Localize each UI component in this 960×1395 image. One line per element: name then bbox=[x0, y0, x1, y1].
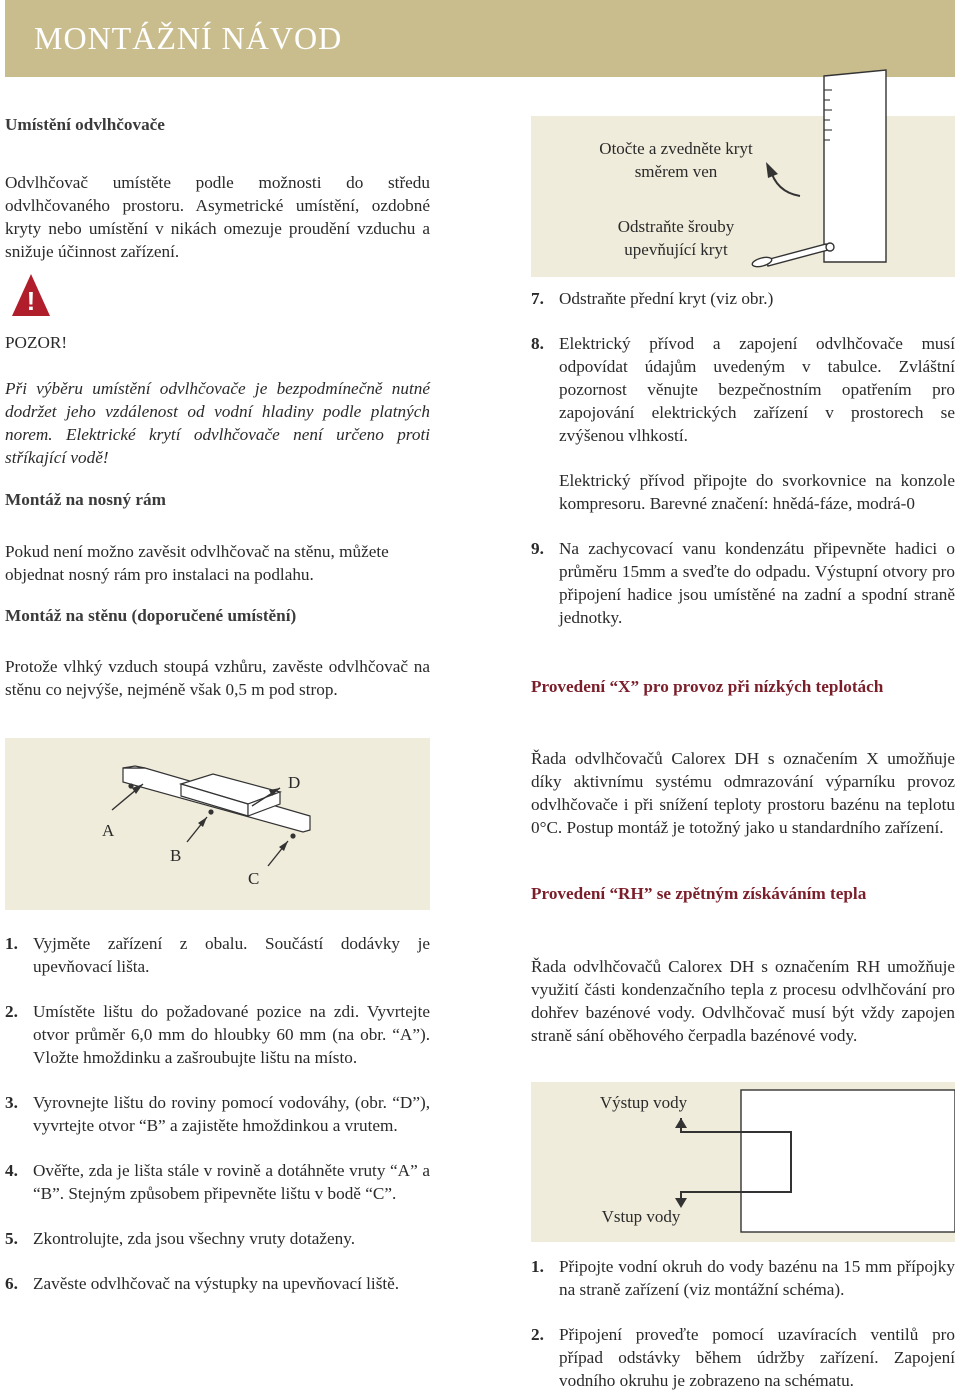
rail-drawing bbox=[5, 738, 430, 910]
page-title: MONTÁŽNÍ NÁVOD bbox=[34, 20, 343, 56]
label-remove-screws: Odstraňte šrouby upevňující kryt bbox=[617, 217, 735, 259]
rail-label-d: D bbox=[288, 773, 301, 792]
steps-rh-list bbox=[531, 1255, 955, 1392]
label-water-out: Výstup vody bbox=[599, 1093, 688, 1112]
steps-right-list bbox=[531, 287, 955, 629]
list-item bbox=[5, 1272, 430, 1295]
rail-label-b: B bbox=[170, 846, 182, 865]
step-text: Na zachycovací vanu kondenzátu připevněte hadici o průměru 15mm a sveďte do odpadu. Výstupní otvory pro připojení hadice jsou umístěné na zadní a spodní straně jednotky. bbox=[559, 539, 955, 627]
step-number: 5. bbox=[5, 1229, 18, 1248]
step-text: Umístěte lištu do požadované pozice na zdi. Vyvrtejte otvor průměr 6,0 mm do hloubky 60 mm (na obr. “A”). Vložte hmoždinku a zašroubujte lištu na místo. bbox=[33, 1002, 430, 1067]
step-number: 2. bbox=[531, 1325, 544, 1344]
step-number: 2. bbox=[5, 1002, 18, 1021]
cover-drawing bbox=[740, 66, 920, 280]
label-water-in: Vstup vody bbox=[601, 1207, 681, 1226]
step-text: Vyjměte zařízení z obalu. Součástí dodávky je upevňovací lišta. bbox=[33, 934, 430, 976]
step-text: Připojení proveďte pomocí uzavíracích ventilů pro případ odstávky během údržby zařízení. Zapojení vodního okruhu je zobrazeno na schématu. bbox=[559, 1325, 955, 1390]
step-text: Zavěste odvlhčovač na výstupky na upevňovací liště. bbox=[33, 1274, 400, 1293]
step-text: Elektrický přívod připojte do svorkovnice na konzole kompresoru. Barevné značení: hnědá-fáze, modrá-0 bbox=[559, 471, 955, 513]
step-text: Elektrický přívod a zapojení odvlhčovače musí odpovídat údajům uvedeným v tabulce. Zvláštní pozornost věnujte bezpečnostním opatřením pro zapojování elektrických zařízení v prostorech se zvýšenou vlhkostí. bbox=[559, 334, 955, 445]
warning-text: Při výběru umístění odvlhčovače je bezpodmínečně nutné dodržet jeho vzdálenost od vodní hladiny podle platných norem. Elektrické krytí odvlhčovače není určeno proti stříkající vodě! bbox=[5, 379, 430, 467]
water-drawing bbox=[531, 1082, 955, 1242]
water-figure bbox=[531, 1082, 955, 1242]
list-item bbox=[5, 932, 430, 978]
list-item bbox=[531, 469, 955, 515]
warning-symbol: ! bbox=[26, 286, 36, 316]
list-item bbox=[531, 537, 955, 629]
list-item bbox=[5, 1091, 430, 1137]
step-text: Vyrovnejte lištu do roviny pomocí vodováhy, (obr. “D”), vyvrtejte otvor “B” a zajistěte hmoždinkou a vrutem. bbox=[33, 1093, 430, 1135]
frame-heading: Montáž na nosný rám bbox=[5, 490, 166, 509]
rail-label-c: C bbox=[248, 869, 260, 888]
version-rh-text: Řada odvlhčovačů Calorex DH s označením RH umožňuje využití části kondenzačního tepla z procesu odvlhčování pro dohřev bazénové vody. Odvlhčovač musí být vždy zapojen straně sání oběhového čerpadla bazénové vody. bbox=[531, 957, 955, 1045]
rail-figure bbox=[5, 738, 430, 910]
steps-left-list bbox=[5, 932, 430, 1295]
step-number: 6. bbox=[5, 1274, 18, 1293]
wall-heading: Montáž na stěnu (doporučené umístění) bbox=[5, 606, 297, 625]
step-number: 3. bbox=[5, 1093, 18, 1112]
step-text: Připojte vodní okruh do vody bazénu na 15 mm přípojky na straně zařízení (viz montážní schéma). bbox=[559, 1257, 955, 1299]
wall-text: Protože vlhký vzduch stoupá vzhůru, zavěste odvlhčovač na stěnu co nejvýše, nejméně však 0,5 m pod strop. bbox=[5, 657, 430, 699]
list-item bbox=[531, 332, 955, 447]
step-text: Ověřte, zda je lišta stále v rovině a dotáhněte vruty “A” a “B”. Stejným způsobem připevněte lištu v bodě “C”. bbox=[33, 1161, 430, 1203]
step-number: 1. bbox=[531, 1257, 544, 1276]
step-number: 8. bbox=[531, 334, 544, 353]
list-item bbox=[5, 1159, 430, 1205]
version-x-heading: Provedení “X” pro provoz při nízkých teplotách bbox=[531, 677, 884, 696]
version-rh-heading: Provedení “RH” se zpětným získáváním tepla bbox=[531, 884, 867, 903]
step-text: Odstraňte přední kryt (viz obr.) bbox=[559, 289, 774, 308]
step-number: 7. bbox=[531, 289, 544, 308]
warning-icon bbox=[10, 272, 52, 318]
placement-text: Odvlhčovač umístěte podle možnosti do středu odvlhčovaného prostoru. Asymetrické umístění, ozdobné kryty nebo umístění v nikách omezuje proudění vzduchu a snižuje účinnost zařízení. bbox=[5, 173, 430, 261]
rail-label-a: A bbox=[102, 821, 115, 840]
step-number: 1. bbox=[5, 934, 18, 953]
frame-text: Pokud není možno zavěsit odvlhčovač na stěnu, můžete objednat nosný rám pro instalaci na podlahu. bbox=[5, 542, 389, 584]
list-item bbox=[531, 287, 955, 310]
list-item bbox=[531, 1323, 955, 1392]
version-x-text: Řada odvlhčovačů Calorex DH s označením X umožňuje díky aktivnímu systému odmrazování výparníku provoz odvlhčovače i při snížení teploty prostoru bazénu na teplotu 0°C. Postup montáž je totožný jako u standardního zařízení. bbox=[531, 749, 955, 837]
warning-label: POZOR! bbox=[5, 333, 68, 352]
list-item bbox=[5, 1000, 430, 1069]
list-item bbox=[531, 1255, 955, 1301]
step-text: Zkontrolujte, zda jsou všechny vruty dotaženy. bbox=[33, 1229, 356, 1248]
list-item bbox=[5, 1227, 430, 1250]
step-number: 9. bbox=[531, 539, 544, 558]
label-turn-cover: Otočte a zvedněte kryt směrem ven bbox=[599, 139, 753, 181]
step-number: 4. bbox=[5, 1161, 18, 1180]
placement-heading: Umístění odvlhčovače bbox=[5, 115, 165, 134]
